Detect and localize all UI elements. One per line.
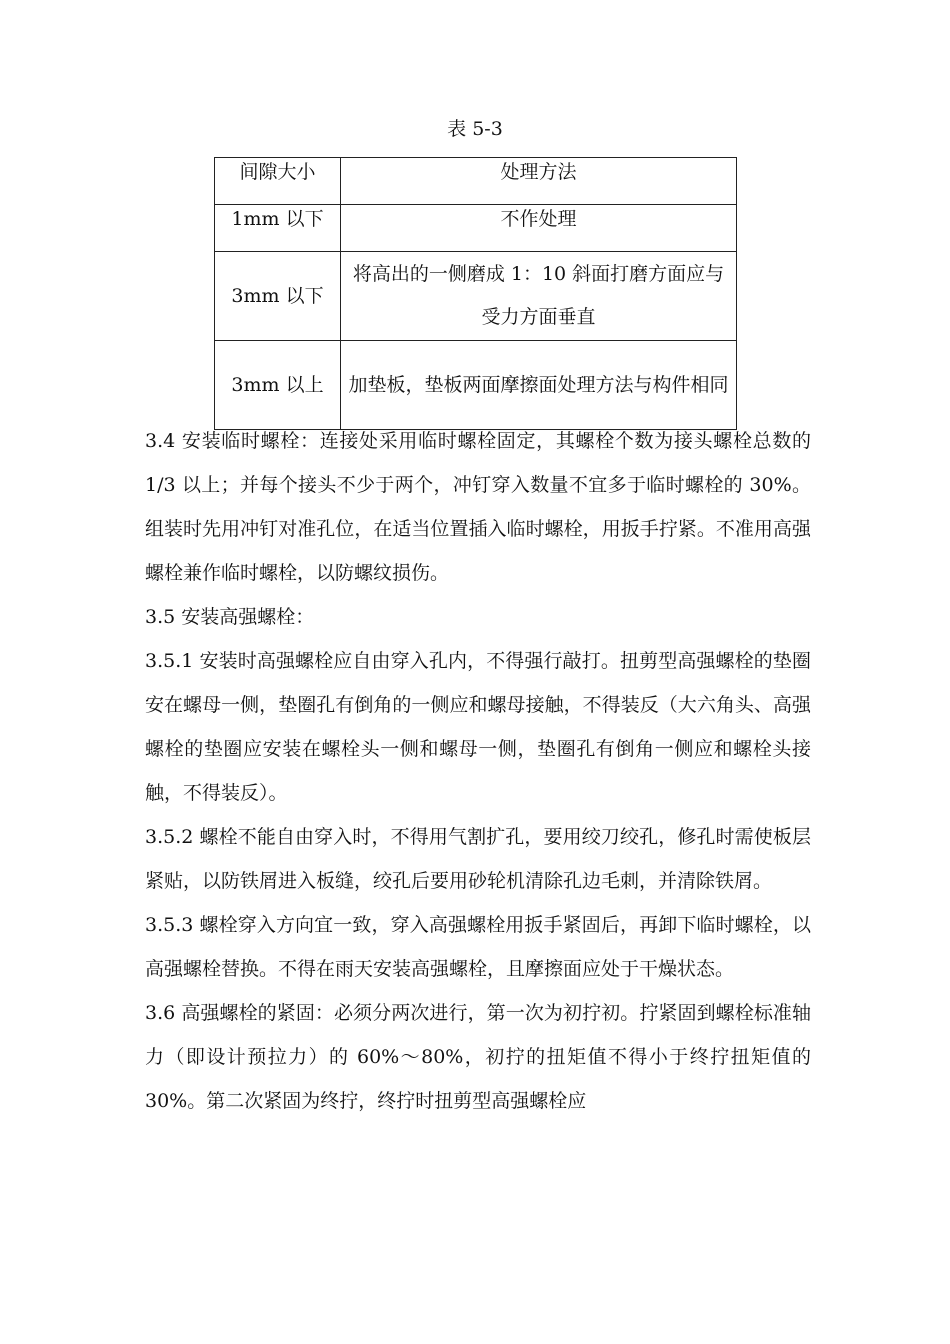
header-gap-size: 间隙大小 bbox=[215, 158, 341, 205]
table-row bbox=[215, 252, 737, 341]
treatment-cell: 加垫板，垫板两面摩擦面处理方法与构件相同 bbox=[341, 341, 737, 430]
body-text bbox=[145, 419, 811, 1123]
paragraph-3-5-3: 3.5.3 螺栓穿入方向宜一致，穿入高强螺栓用扳手紧固后，再卸下临时螺栓，以高强螺栓替换。不得在雨天安装高强螺栓，且摩擦面应处于干燥状态。 bbox=[145, 914, 811, 980]
table-caption: 表 5-3 bbox=[447, 118, 503, 140]
paragraph-3-5: 3.5 安装高强螺栓： bbox=[145, 606, 315, 628]
gap-size-cell: 3mm 以上 bbox=[215, 341, 341, 430]
table-header-row bbox=[215, 158, 737, 205]
table-row bbox=[215, 205, 737, 252]
gap-size-cell: 1mm 以下 bbox=[215, 205, 341, 252]
gap-treatment-table bbox=[214, 157, 737, 430]
header-treatment-method: 处理方法 bbox=[341, 158, 737, 205]
treatment-cell: 不作处理 bbox=[341, 205, 737, 252]
paragraph-3-4: 3.4 安装临时螺栓：连接处采用临时螺栓固定，其螺栓个数为接头螺栓总数的 1/3 以上；并每个接头不少于两个，冲钉穿入数量不宜多于临时螺栓的 30%。组装时先用冲钉对准孔位，在适当位置插入临时螺栓，用扳手拧紧。不准用高强螺栓兼作临时螺栓，以防螺纹损伤。 bbox=[145, 430, 811, 584]
table-row bbox=[215, 341, 737, 430]
paragraph-3-6: 3.6 高强螺栓的紧固：必须分两次进行，第一次为初拧初。拧紧固到螺栓标准轴力（即设计预拉力）的 60%～80%，初拧的扭矩值不得小于终拧扭矩值的 30%。第二次紧固为终拧，终拧时扭剪型高强螺栓应 bbox=[145, 1002, 811, 1112]
treatment-cell: 将高出的一侧磨成 1：10 斜面打磨方面应与受力方面垂直 bbox=[341, 252, 737, 341]
gap-size-cell: 3mm 以下 bbox=[215, 252, 341, 341]
paragraph-3-5-2: 3.5.2 螺栓不能自由穿入时，不得用气割扩孔，要用绞刀绞孔，修孔时需使板层紧贴，以防铁屑进入板缝，绞孔后要用砂轮机清除孔边毛刺，并清除铁屑。 bbox=[145, 826, 811, 892]
paragraph-3-5-1: 3.5.1 安装时高强螺栓应自由穿入孔内，不得强行敲打。扭剪型高强螺栓的垫圈安在螺母一侧，垫圈孔有倒角的一侧应和螺母接触，不得装反（大六角头、高强螺栓的垫圈应安装在螺栓头一侧和螺母一侧，垫圈孔有倒角一侧应和螺栓头接触，不得装反）。 bbox=[145, 650, 811, 804]
